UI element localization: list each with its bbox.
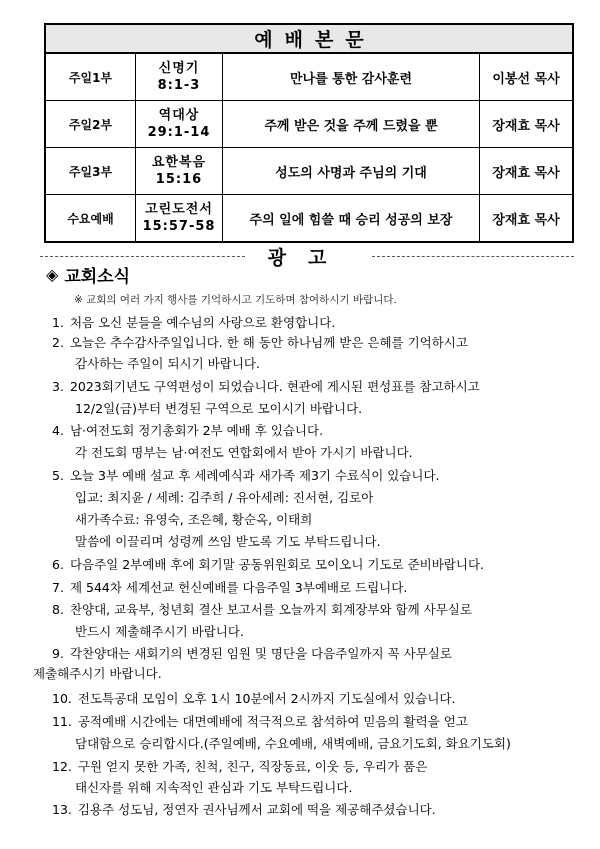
item-number: 3. bbox=[52, 379, 64, 394]
scripture-book: 신명기 bbox=[158, 61, 200, 76]
announcement-line bbox=[52, 313, 335, 333]
item-text: 각찬양대는 새회기의 변경된 임원 및 명단을 다음주일까지 꼭 사무실로 bbox=[69, 646, 452, 661]
announcement-line bbox=[75, 734, 511, 754]
announcement-line bbox=[75, 532, 381, 552]
item-text: 전도특공대 모임이 오후 1시 10분에서 2시까지 기도실에서 있습니다. bbox=[77, 691, 456, 706]
item-text: 감사하는 주일이 되시기 바랍니다. bbox=[75, 356, 260, 371]
sermon-title: 만나를 통한 감사훈련 bbox=[223, 53, 480, 101]
item-number: 11. bbox=[52, 714, 72, 729]
announcement-line bbox=[52, 377, 480, 397]
table-row bbox=[45, 148, 573, 195]
announcement-line bbox=[33, 664, 162, 684]
announcement-line bbox=[52, 466, 440, 486]
service-name: 주일2부 bbox=[45, 101, 136, 148]
announcement-line bbox=[75, 354, 260, 374]
announcement-line bbox=[52, 800, 436, 820]
announcement-line bbox=[52, 600, 472, 620]
item-text: 오늘 3부 예배 설교 후 세례예식과 새가족 제3기 수료식이 있습니다. bbox=[69, 468, 440, 483]
item-number: 9. bbox=[52, 646, 64, 661]
scripture-verse: 29:1-14 bbox=[147, 125, 211, 140]
preacher: 장재효 목사 bbox=[480, 148, 574, 195]
announcement-line bbox=[75, 488, 373, 508]
section-heading bbox=[46, 262, 130, 287]
item-number: 7. bbox=[52, 580, 64, 595]
scripture-verse: 8:1-3 bbox=[157, 78, 201, 93]
item-text: 말씀에 이끌리며 성령께 쓰임 받도록 기도 부탁드립니다. bbox=[75, 534, 381, 549]
announcement-line bbox=[52, 644, 452, 664]
worship-scripture-table bbox=[44, 23, 574, 243]
item-number: 8. bbox=[52, 602, 64, 617]
announcement-line bbox=[75, 399, 362, 419]
scripture-ref bbox=[136, 101, 223, 148]
item-text: 담대함으로 승리합시다.(주일예배, 수요예배, 새벽예배, 금요기도회, 화요기도회) bbox=[75, 736, 511, 751]
item-number: 13. bbox=[52, 802, 72, 817]
announcement-line bbox=[75, 622, 244, 642]
announcement-line bbox=[75, 778, 352, 798]
announcement-line bbox=[75, 443, 413, 463]
sermon-title: 주의 일에 힘쓸 때 승리 성공의 보장 bbox=[223, 195, 480, 243]
item-text: 반드시 제출해주시기 바랍니다. bbox=[75, 624, 244, 639]
table-header: 예배본문 bbox=[45, 24, 573, 53]
scripture-verse: 15:57-58 bbox=[142, 219, 216, 234]
diamond-bullet-icon: ◈ bbox=[46, 265, 59, 284]
item-text: 12/2일(금)부터 변경된 구역으로 모이시기 바랍니다. bbox=[75, 401, 363, 416]
divider-left bbox=[40, 256, 245, 257]
sermon-title: 주께 받은 것을 주께 드렸을 뿐 bbox=[223, 101, 480, 148]
table-row bbox=[45, 195, 573, 243]
item-text: 구원 얻지 못한 가족, 친척, 친구, 직장동료, 이웃 등, 우리가 품은 bbox=[77, 759, 428, 774]
divider-right bbox=[372, 256, 574, 257]
table-row bbox=[45, 101, 573, 148]
scripture-ref bbox=[136, 53, 223, 101]
preacher: 장재효 목사 bbox=[480, 101, 574, 148]
sermon-title: 성도의 사명과 주님의 기대 bbox=[223, 148, 480, 195]
announcement-line bbox=[52, 421, 323, 441]
item-number: 1. bbox=[52, 315, 64, 330]
section-note: ※ 교회의 여러 가지 행사를 기억하시고 기도하며 참여하시기 바랍니다. bbox=[74, 294, 397, 306]
item-text: 입교: 최지윤 / 세례: 김주희 / 유아세례: 진서현, 김로아 bbox=[75, 490, 374, 505]
item-text: 다음주일 2부예배 후에 회기말 공동위원회로 모이오니 기도로 준비바랍니다. bbox=[69, 557, 485, 572]
item-text: 공적예배 시간에는 대면예배에 적극적으로 참석하여 믿음의 활력을 얻고 bbox=[77, 714, 468, 729]
announcement-line bbox=[75, 510, 312, 530]
announcement-heading: 광고 bbox=[267, 247, 349, 269]
item-number: 5. bbox=[52, 468, 64, 483]
announcement-line bbox=[52, 555, 484, 575]
announcement-line bbox=[52, 757, 427, 777]
item-number: 2. bbox=[52, 335, 64, 350]
announcement-line bbox=[52, 333, 468, 353]
announcement-line bbox=[52, 689, 455, 709]
item-number: 10. bbox=[52, 691, 72, 706]
service-name: 주일3부 bbox=[45, 148, 136, 195]
item-text: 제출해주시기 바랍니다. bbox=[33, 666, 162, 681]
scripture-ref bbox=[136, 195, 223, 243]
item-text: 태신자를 위해 지속적인 관심과 기도 부탁드립니다. bbox=[75, 780, 353, 795]
item-number: 4. bbox=[52, 423, 64, 438]
item-text: 각 전도회 명부는 남·여전도 연합회에서 받아 가시기 바랍니다. bbox=[75, 445, 413, 460]
item-text: 찬양대, 교육부, 청년회 결산 보고서를 오늘까지 회계장부와 함께 사무실로 bbox=[69, 602, 472, 617]
service-name: 주일1부 bbox=[45, 53, 136, 101]
preacher: 이봉선 목사 bbox=[480, 53, 574, 101]
item-text: 2023회기년도 구역편성이 되었습니다. 현관에 게시된 편성표를 참고하시고 bbox=[69, 379, 480, 394]
item-text: 남·여전도회 정기총회가 2부 예배 후 있습니다. bbox=[69, 423, 324, 438]
scripture-book: 고린도전서 bbox=[145, 202, 213, 217]
scripture-book: 요한복음 bbox=[151, 155, 207, 170]
service-name: 수요예배 bbox=[45, 195, 136, 243]
preacher: 장재효 목사 bbox=[480, 195, 574, 243]
item-text: 처음 오신 분들을 예수님의 사랑으로 환영합니다. bbox=[69, 315, 336, 330]
announcement-line bbox=[52, 712, 468, 732]
section-title: 교회소식 bbox=[64, 267, 131, 287]
item-text: 오늘은 추수감사주일입니다. 한 해 동안 하나님께 받은 은혜를 기억하시고 bbox=[69, 335, 468, 350]
item-number: 6. bbox=[52, 557, 64, 572]
scripture-book: 역대상 bbox=[158, 108, 200, 123]
announcement-line bbox=[52, 578, 407, 598]
scripture-verse: 15:16 bbox=[155, 172, 203, 187]
table-row bbox=[45, 53, 573, 101]
item-text: 김용주 성도님, 정연자 권사님께서 교회에 떡을 제공해주셨습니다. bbox=[77, 802, 436, 817]
item-text: 새가족수료: 유영숙, 조은혜, 황순옥, 이태희 bbox=[75, 512, 313, 527]
item-text: 제 544차 세계선교 헌신예배를 다음주일 3부예배로 드립니다. bbox=[69, 580, 408, 595]
scripture-ref bbox=[136, 148, 223, 195]
item-number: 12. bbox=[52, 759, 72, 774]
